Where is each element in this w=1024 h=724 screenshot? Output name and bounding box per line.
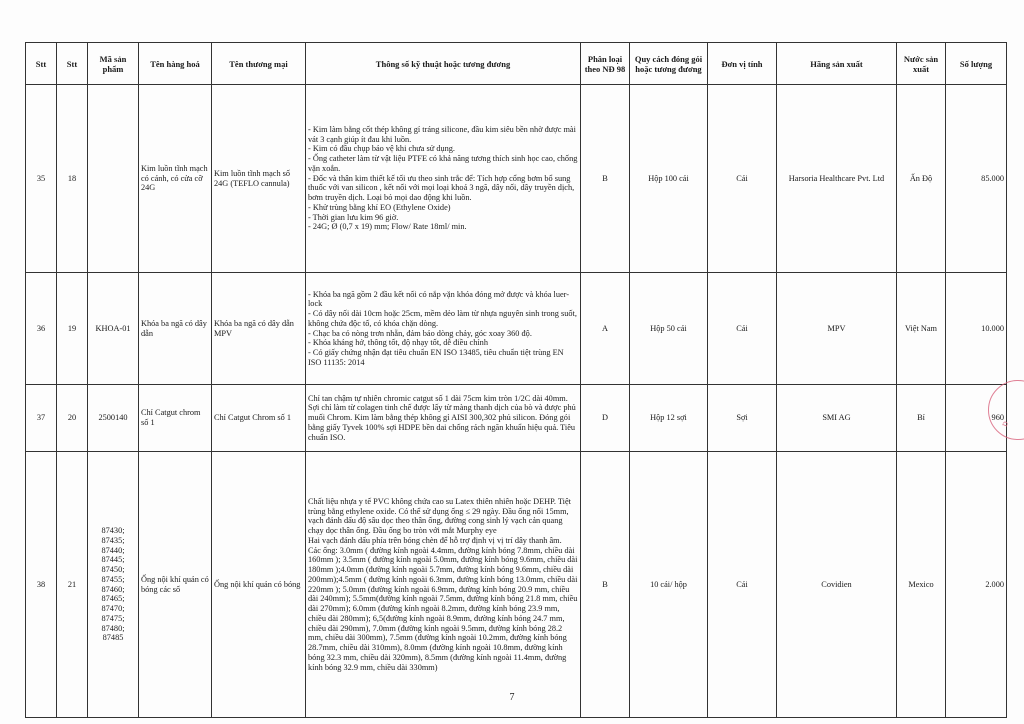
cell-specification-line: - Chạc ba có nòng trơn nhẵn, đảm bảo dòng chảy, góc xoay 360 độ. — [308, 328, 532, 338]
cell-product-code-line: 2500140 — [98, 413, 128, 423]
cell-trade-name: Kim luồn tĩnh mạch số 24G (TEFLO cannula) — [212, 85, 306, 273]
cell-country: Việt Nam — [897, 273, 946, 385]
cell-specification-line: - Ống catheter làm từ vật liệu PTFE có khả năng tương thích sinh học cao, chống vặn xoắn. — [308, 154, 578, 173]
cell-specification-line: Chất liệu nhựa y tế PVC không chứa cao su Latex thiên nhiên hoặc DEHP. Tiệt trùng bằng ethylene oxide. Có thể sử dụng ống ≤ 29 ngày. Đầu ống nối 15mm, vạch đánh dấu độ sâu dọc theo thân ống, đường cong sinh lý vạch cản quang chạy dọc thân ống. Đầu ống bo tròn với mắt Murphy eye — [308, 496, 571, 535]
cell-specification-line: - Đốc và thân kim thiết kế tối ưu theo sinh trắc để: Tích hợp cổng bơm bổ sung thuốc với van silicon , kết nối với mọi loại khoá 3 ngã, dây nối, dây truyền dịch, bơm truyền dịch. Loại bỏ mọi dao động khi luồn. — [308, 173, 575, 203]
cell-stt-2: 19 — [57, 273, 88, 385]
cell-product-code-line: 87475; — [101, 613, 125, 623]
table-row — [26, 452, 1007, 718]
cell-unit: Cái — [708, 273, 777, 385]
cell-product-name: Ống nội khí quản có bóng các số — [139, 452, 212, 718]
cell-product-code-line: 87485 — [102, 633, 124, 643]
stamp-text: D — [1000, 420, 1011, 428]
cell-country: Bỉ — [897, 385, 946, 452]
table-row — [26, 385, 1007, 452]
cell-classification: B — [581, 85, 630, 273]
cell-country: Mexico — [897, 452, 946, 718]
header-product-code: Mã sản phẩm — [88, 43, 139, 85]
cell-specification-line: Hai vạch đánh dấu phía trên bóng chèn để hỗ trợ định vị vị trí dây thanh âm. — [308, 535, 562, 545]
cell-trade-name: Ống nội khí quản có bóng — [212, 452, 306, 718]
header-classification: Phân loại theo NĐ 98 — [581, 43, 630, 85]
cell-specification-line: - Có giấy chứng nhận đạt tiêu chuẩn EN ISO 13485, tiêu chuẩn tiệt trùng EN ISO 11135: 2014 — [308, 348, 564, 367]
header-packing: Quy cách đóng gói hoặc tương đương — [630, 43, 708, 85]
cell-product-name: Chỉ Catgut chrom số 1 — [139, 385, 212, 452]
cell-quantity: 960 — [946, 385, 1007, 452]
header-manufacturer: Hãng sản xuất — [777, 43, 897, 85]
cell-stt-2: 18 — [57, 85, 88, 273]
cell-stt: 38 — [26, 452, 57, 718]
cell-manufacturer: MPV — [777, 273, 897, 385]
cell-specification-line: Chỉ tan chậm tự nhiên chromic catgut số 1 dài 75cm kim tròn 1/2C dài 40mm. Sợi chỉ làm từ colagen tinh chế được lấy từ màng thanh dịch của bò và được phủ muối Chrom. Kim làm bằng thép không gỉ AISI 300,302 phủ silicon. Đóng gói bằng giấy Tyvek 100% sợi HDPE bền dai chống rách ngăn khuẩn hiệu quả. Tiêu chuẩn ISO. — [308, 393, 576, 442]
cell-trade-name: Chỉ Catgut Chrom số 1 — [212, 385, 306, 452]
table-header-row — [26, 43, 1007, 85]
cell-product-code-line: 87470; — [101, 604, 125, 613]
cell-product-code-line: 87480; — [101, 623, 125, 633]
cell-product-code — [88, 452, 139, 718]
cell-classification: D — [581, 385, 630, 452]
cell-quantity: 85.000 — [946, 85, 1007, 273]
cell-specification — [306, 452, 581, 718]
header-country: Nước sản xuất — [897, 43, 946, 85]
cell-stt: 37 — [26, 385, 57, 452]
cell-quantity: 2.000 — [946, 452, 1007, 718]
cell-quantity: 10.000 — [946, 273, 1007, 385]
page-number: 7 — [509, 692, 515, 703]
cell-classification: A — [581, 273, 630, 385]
cell-specification — [306, 385, 581, 452]
cell-specification-line: Các ống: 3.0mm ( đường kính ngoài 4.4mm, đường kính bóng 7.8mm, chiều dài 160mm ); 3.5mm ( đường kính ngoài 5.0mm, đường kính bóng 9.6mm, chiều dài 180mm );4.0mm (đường kính ngoài 5.7mm, đường kính bóng 9.6mm, chiều dài 200mm);4.5mm ( đường kính ngoài 6.3mm, đường kính bóng 13.0mm, chiều dài 220mm ); 5.0mm (đường kính ngoài 6.9mm, đường kính bóng 20.9 mm, chiều dài 240mm); 5.5mm(đường kính ngoài 7.5mm, đường kính bóng 21.8 mm, chiều dài 270mm); 6.0mm (đường kính ngoài 8.2mm, đường kính bóng 23.9 mm, chiều dài 280mm); 6,5(đường kính ngoài 8.9mm, đường kính bóng 24.7 mm, chiều dài 290mm), 7.0mm (đường kính ngoài 9.5mm, đường kính bóng 28.2 mm, chiều dài 300mm), 7.5mm (đường kính ngoài 10.2mm, đường kính bóng 28.7mm, chiều dài 310mm), 8.0mm (đường kính ngoài 10.8mm, đường kính bóng 32.3 mm, chiều dài 320mm), 8.5mm (đường kính ngoài 11.4mm, đường kính bóng 32.9 mm, chiều dài 330mm) — [308, 545, 578, 672]
header-stt: Stt — [26, 43, 57, 85]
cell-manufacturer: Harsoria Healthcare Pvt. Ltd — [777, 85, 897, 273]
cell-manufacturer: SMI AG — [777, 385, 897, 452]
cell-product-code — [88, 85, 139, 273]
cell-specification-line: - Có dây nối dài 10cm hoặc 25cm, mềm dẻo làm từ nhựa nguyên sinh trong suốt, không chứa độc tố, có khóa chặn dòng. — [308, 309, 577, 328]
cell-product-code-line: 87430; — [101, 526, 125, 535]
table-row — [26, 85, 1007, 273]
cell-packing: Hộp 12 sợi — [630, 385, 708, 452]
product-spec-table — [25, 42, 1007, 718]
cell-specification-line: - Khử trùng bằng khí EO (Ethylene Oxide) — [308, 202, 451, 212]
header-specification: Thông số kỹ thuật hoặc tương đương — [306, 43, 581, 85]
header-stt-2: Stt — [57, 43, 88, 85]
cell-classification: B — [581, 452, 630, 718]
cell-specification — [306, 273, 581, 385]
cell-specification — [306, 85, 581, 273]
cell-specification-line: - Kim có đầu chụp bảo vệ khi chưa sử dụng. — [308, 144, 456, 154]
cell-stt: 35 — [26, 85, 57, 273]
cell-unit: Sợi — [708, 385, 777, 452]
cell-product-code-line: 87435; — [101, 535, 125, 545]
cell-product-code-line: KHOA-01 — [95, 323, 131, 333]
cell-manufacturer: Covidien — [777, 452, 897, 718]
cell-product-code — [88, 273, 139, 385]
header-trade-name: Tên thương mại — [212, 43, 306, 85]
cell-product-code-line: 87460; — [101, 584, 125, 594]
cell-specification-line: - Kim làm bằng cốt thép không gỉ tráng silicone, đầu kim siêu bền nhờ được mài vát 3 cạnh giúp ít đau khi luồn. — [308, 124, 576, 144]
cell-specification-line: - Thời gian lưu kim 96 giờ. — [308, 212, 399, 222]
cell-product-code-line: 87455; — [101, 574, 125, 584]
cell-specification-line: - Khóa ba ngã gồm 2 đầu kết nối có nắp vặn khóa đóng mở được và khóa luer-lock — [308, 289, 570, 309]
cell-trade-name: Khóa ba ngã có dây dẫn MPV — [212, 273, 306, 385]
cell-specification-line: - 24G; Ø (0,7 x 19) mm; Flow/ Rate 18ml/ min. — [308, 222, 467, 232]
header-quantity: Số lượng — [946, 43, 1007, 85]
cell-packing: Hộp 100 cái — [630, 85, 708, 273]
cell-product-code-line: 87465; — [101, 594, 125, 604]
cell-product-code — [88, 385, 139, 452]
cell-product-code-line: 87445; — [101, 555, 125, 565]
cell-stt: 36 — [26, 273, 57, 385]
cell-packing: Hộp 50 cái — [630, 273, 708, 385]
cell-unit: Cái — [708, 452, 777, 718]
cell-stt-2: 20 — [57, 385, 88, 452]
cell-product-code-line: 87440; — [101, 545, 125, 555]
cell-packing: 10 cái/ hộp — [630, 452, 708, 718]
cell-product-name: Khóa ba ngã có dây dẫn — [139, 273, 212, 385]
header-unit: Đơn vị tính — [708, 43, 777, 85]
cell-product-name: Kim luồn tĩnh mạch có cánh, có cửa cỡ 24G — [139, 85, 212, 273]
table-row — [26, 273, 1007, 385]
cell-specification-line: - Khóa kháng hở, thông tốt, độ nhạy tốt, dễ điều chỉnh — [308, 338, 488, 348]
cell-product-code-line: 87450; — [101, 565, 125, 574]
cell-country: Ấn Độ — [897, 85, 946, 273]
header-product-name: Tên hàng hoá — [139, 43, 212, 85]
cell-unit: Cái — [708, 85, 777, 273]
cell-stt-2: 21 — [57, 452, 88, 718]
